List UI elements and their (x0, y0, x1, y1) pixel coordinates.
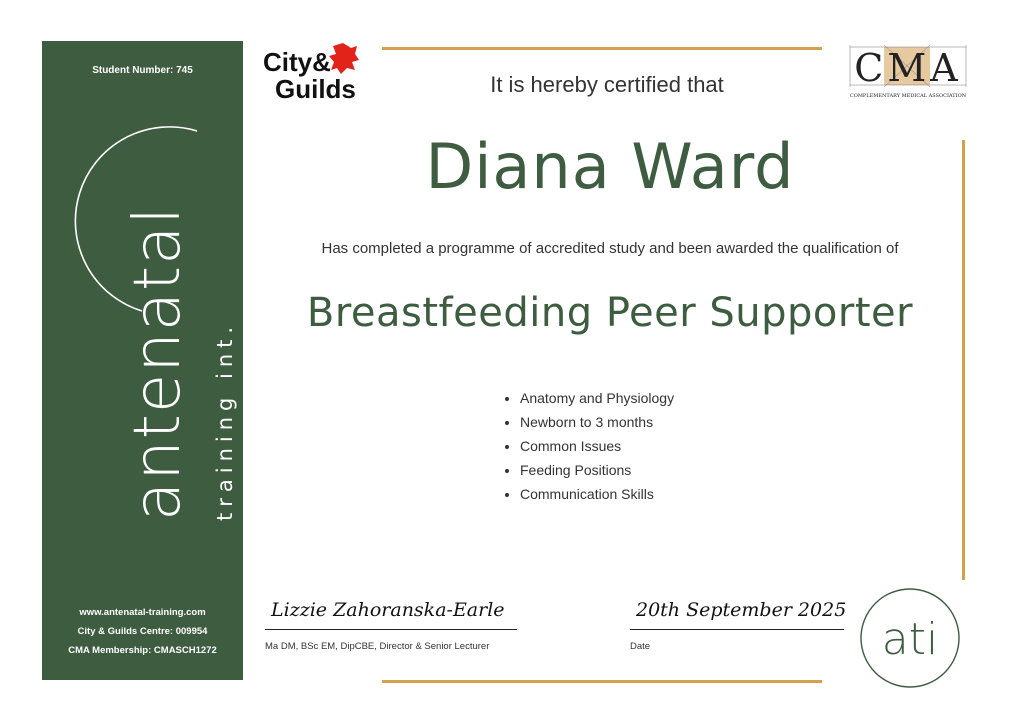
gold-divider-bottom (382, 680, 822, 683)
date-label: Date (630, 641, 651, 652)
lion-icon (329, 43, 359, 74)
signatory-signature: Lizzie Zahoranska-Earle (271, 599, 505, 621)
gold-divider-right (962, 140, 965, 580)
gold-divider-top (382, 47, 822, 50)
date-block (630, 595, 847, 652)
student-number: Student Number: 745 (92, 65, 193, 76)
antenatal-brand-mark (42, 41, 243, 680)
city-guilds-logo (261, 42, 361, 102)
date-line (630, 629, 844, 630)
qualification-title: Breastfeeding Peer Supporter (306, 290, 914, 336)
sidebar-footer (42, 603, 243, 660)
module-item: • Common Issues (520, 434, 674, 458)
award-date: 20th September 2025 (636, 599, 847, 621)
cma-membership: CMA Membership: CMASCH1272 (68, 645, 217, 656)
cma-letters: CMA (854, 46, 962, 90)
signatory-block (265, 595, 517, 652)
brand-main-text: antenatal (121, 205, 195, 521)
signature-line (265, 629, 517, 630)
city-guilds-line1: City& (263, 47, 331, 77)
sidebar-panel (42, 41, 243, 680)
cma-caption: COMPLEMENTARY MEDICAL ASSOCIATION (849, 93, 967, 99)
module-item: • Newborn to 3 months (520, 410, 674, 434)
signatory-credentials: Ma DM, BSc EM, DipCBE, Director & Senior Lecturer (265, 641, 490, 652)
certify-intro: It is hereby certified that (490, 72, 724, 97)
module-list (502, 386, 674, 506)
module-item: • Anatomy and Physiology (520, 386, 674, 410)
module-item: • Communication Skills (520, 482, 674, 506)
city-guilds-line2: Guilds (275, 74, 356, 102)
website-link[interactable]: www.antenatal-training.com (79, 607, 206, 618)
brand-sub-text: training int. (213, 320, 237, 521)
ati-logo (858, 586, 962, 690)
awarded-statement: Has completed a programme of accredited study and been awarded the qualification of (321, 240, 899, 257)
module-item: • Feeding Positions (520, 458, 674, 482)
ati-text: ati (881, 614, 939, 665)
cma-logo (846, 45, 970, 101)
centre-number: City & Guilds Centre: 009954 (77, 626, 208, 637)
recipient-name: Diana Ward (425, 130, 795, 203)
